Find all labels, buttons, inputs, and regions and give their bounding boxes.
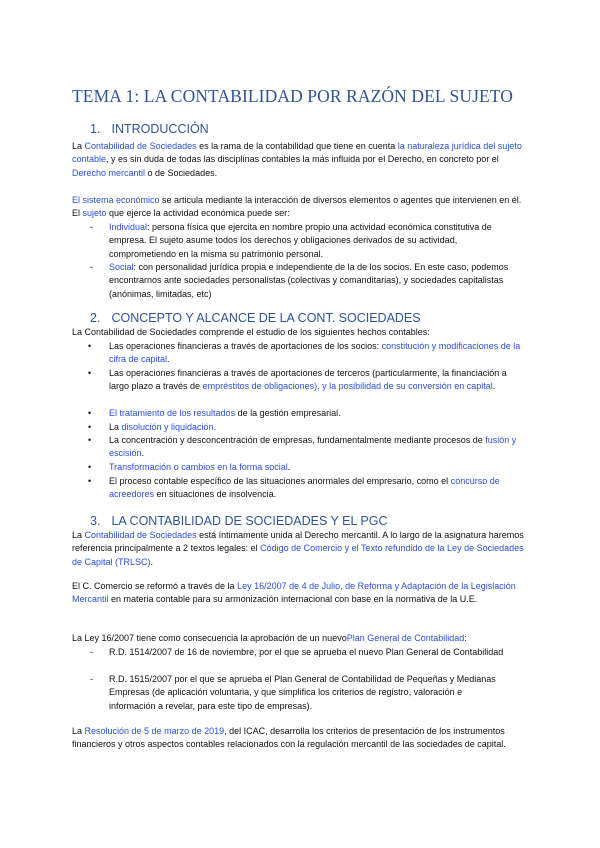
highlight: empréstitos de obligaciones), y la posibilidad de su conversión en capital	[202, 381, 493, 392]
highlight: fusión y escisión	[109, 435, 517, 459]
highlight: disolución y liquidación	[121, 422, 214, 432]
section-title: CONCEPTO Y ALCANCE DE LA CONT. SOCIEDADES	[111, 311, 421, 325]
highlight: El tratamiento de los resultados	[109, 408, 236, 418]
list-item	[88, 421, 521, 434]
section-heading-concepto	[90, 311, 421, 325]
paragraph-concepto-intro: La Contabilidad de Sociedades comprende el estudio de los siguientes hechos contables:	[72, 327, 430, 337]
list-item	[90, 261, 521, 301]
text: de la gestión empresarial.	[235, 408, 341, 418]
document-title: TEMA 1: LA CONTABILIDAD POR RAZÓN DEL SUJETO	[72, 86, 513, 106]
dash-bullet: -	[90, 222, 93, 232]
text: La	[72, 141, 85, 151]
paragraph-pgc-2	[72, 580, 524, 607]
text: La concentración y desconcentración de empresas, fundamentalmente mediante procesos de	[109, 435, 486, 445]
list-item	[88, 434, 521, 461]
bullet-icon: •	[88, 368, 92, 378]
section-title: INTRODUCCIÓN	[111, 122, 209, 136]
section-heading-introduccion	[90, 122, 209, 136]
text: está íntimamente unida al Derecho mercantil. A lo largo de la asignatura haremos referencia principalmente a 2 textos legales: el	[72, 530, 524, 554]
text: :	[464, 633, 467, 643]
text: , y es sin duda de todas las disciplinas contables la más influida por el Derecho, en concreto por el	[106, 154, 499, 165]
text: Las operaciones financieras a través de aportaciones de terceros (particularmente, la financiación a largo plazo a través de	[109, 368, 507, 392]
highlight: Ley 16/2007 de 4 de Julio, de Reforma y Adaptación de la Legislación Mercantil	[72, 581, 516, 605]
highlight: El sistema económico	[72, 195, 160, 205]
bullet-icon: •	[88, 341, 92, 351]
dash-bullet: -	[90, 674, 93, 684]
bullet-icon: •	[88, 408, 92, 418]
text: es la rama de la contabilidad que tiene en cuenta	[196, 141, 398, 151]
text: La Ley 16/2007 tiene como consecuencia la aprobación de un nuevo	[72, 633, 347, 643]
highlight: sujeto	[82, 208, 107, 219]
list-item	[88, 461, 521, 474]
section-number: 3.	[90, 514, 101, 528]
highlight: concurso de acreedores	[109, 476, 500, 500]
section-number: 2.	[90, 311, 101, 325]
text: .	[492, 381, 496, 392]
text: R.D. 1515/2007 por el que se aprueba el Plan General de Contabilidad de Pequeñas y Medianas Empresas (de aplicación voluntaria, y que simplifica los criterios de registro, valoración e información a revelar, para este tipo de empresas).	[109, 674, 496, 711]
dash-bullet: -	[90, 262, 93, 272]
list-item	[90, 646, 509, 659]
paragraph-sistema-economico	[72, 194, 524, 221]
paragraph-pgc-4	[72, 725, 524, 752]
text: , del ICAC, desarrolla los criterios de presentación de los instrumentos financieros y otros aspectos contables relacionados con la regulación mercantil de las sociedades de capital.	[72, 726, 506, 750]
paragraph-intro	[72, 140, 524, 180]
text: en materia contable para su armonización internacional con base en la normativa de la U.E.	[108, 594, 478, 605]
text: La	[72, 726, 85, 736]
text: La	[72, 530, 85, 540]
list-item	[88, 475, 521, 502]
text: en situaciones de insolvencia.	[154, 489, 277, 500]
highlight: Contabilidad de Sociedades	[84, 530, 197, 540]
text: La	[109, 422, 122, 432]
text: o de Sociedades.	[145, 167, 218, 178]
text: se articula mediante la interacción de diversos elementos o agentes que intervienen en él. El	[72, 195, 522, 219]
text: : persona física que ejercita en nombre propio una actividad económica constitutiva de empresa. El sujeto asume todos los derechos y obligaciones derivados de su actividad, comprometiendo en la misma su patrimonio personal.	[109, 222, 492, 259]
list-item	[88, 367, 521, 394]
highlight: Derecho mercantil	[72, 167, 146, 178]
bullet-icon: •	[88, 476, 92, 486]
bullet-icon: •	[88, 462, 92, 472]
highlight: Social	[109, 262, 134, 272]
highlight: Transformación o cambios en la forma social	[109, 462, 288, 472]
text: El C. Comercio se reformó a través de la	[72, 581, 238, 591]
text: : con personalidad jurídica propia e independiente de la de los socios. En este caso, podemos encontrarnos ante sociedades personalistas (colectivas y comanditarias), y sociedades capitalistas (anónimas, limitadas, etc)	[109, 262, 509, 299]
text: Las operaciones financieras a través de aportaciones de los socios:	[109, 341, 382, 351]
highlight: Individual	[109, 222, 148, 232]
section-title: LA CONTABILIDAD DE SOCIEDADES Y EL PGC	[111, 514, 388, 528]
text: .	[141, 448, 145, 459]
section-heading-pgc	[90, 514, 388, 528]
text: R.D. 1514/2007 de 16 de noviembre, por el que se aprueba el nuevo Plan General de Contabilidad	[109, 647, 504, 657]
highlight: Contabilidad de Sociedades	[84, 141, 197, 151]
highlight: Código de Comercio y el Texto refundido de la Ley de Sociedades de Capital (TRLSC)	[72, 543, 524, 567]
text: .	[213, 422, 217, 432]
text: El proceso contable específico de las situaciones anormales del empresario, como el	[109, 476, 451, 486]
bullet-icon: •	[88, 422, 92, 432]
list-item	[90, 673, 509, 713]
highlight: la naturaleza jurídica del sujeto contable	[72, 141, 522, 165]
paragraph-pgc-3	[72, 632, 524, 645]
list-item	[88, 340, 521, 367]
list-item	[88, 407, 521, 420]
text: que ejerce la actividad económica puede ser:	[106, 208, 290, 219]
text: .	[167, 354, 170, 365]
highlight: Plan General de Contabilidad	[346, 633, 465, 643]
dash-bullet: -	[90, 647, 93, 657]
highlight: constitución y modificaciones de la cifra de capital	[109, 341, 521, 365]
bullet-icon: •	[88, 435, 92, 445]
text: .	[150, 556, 154, 567]
highlight: Resolución de 5 de marzo de 2019	[84, 726, 225, 736]
section-number: 1.	[90, 122, 101, 136]
list-item	[90, 221, 521, 261]
paragraph-pgc-1	[72, 529, 524, 569]
text: .	[287, 462, 291, 472]
